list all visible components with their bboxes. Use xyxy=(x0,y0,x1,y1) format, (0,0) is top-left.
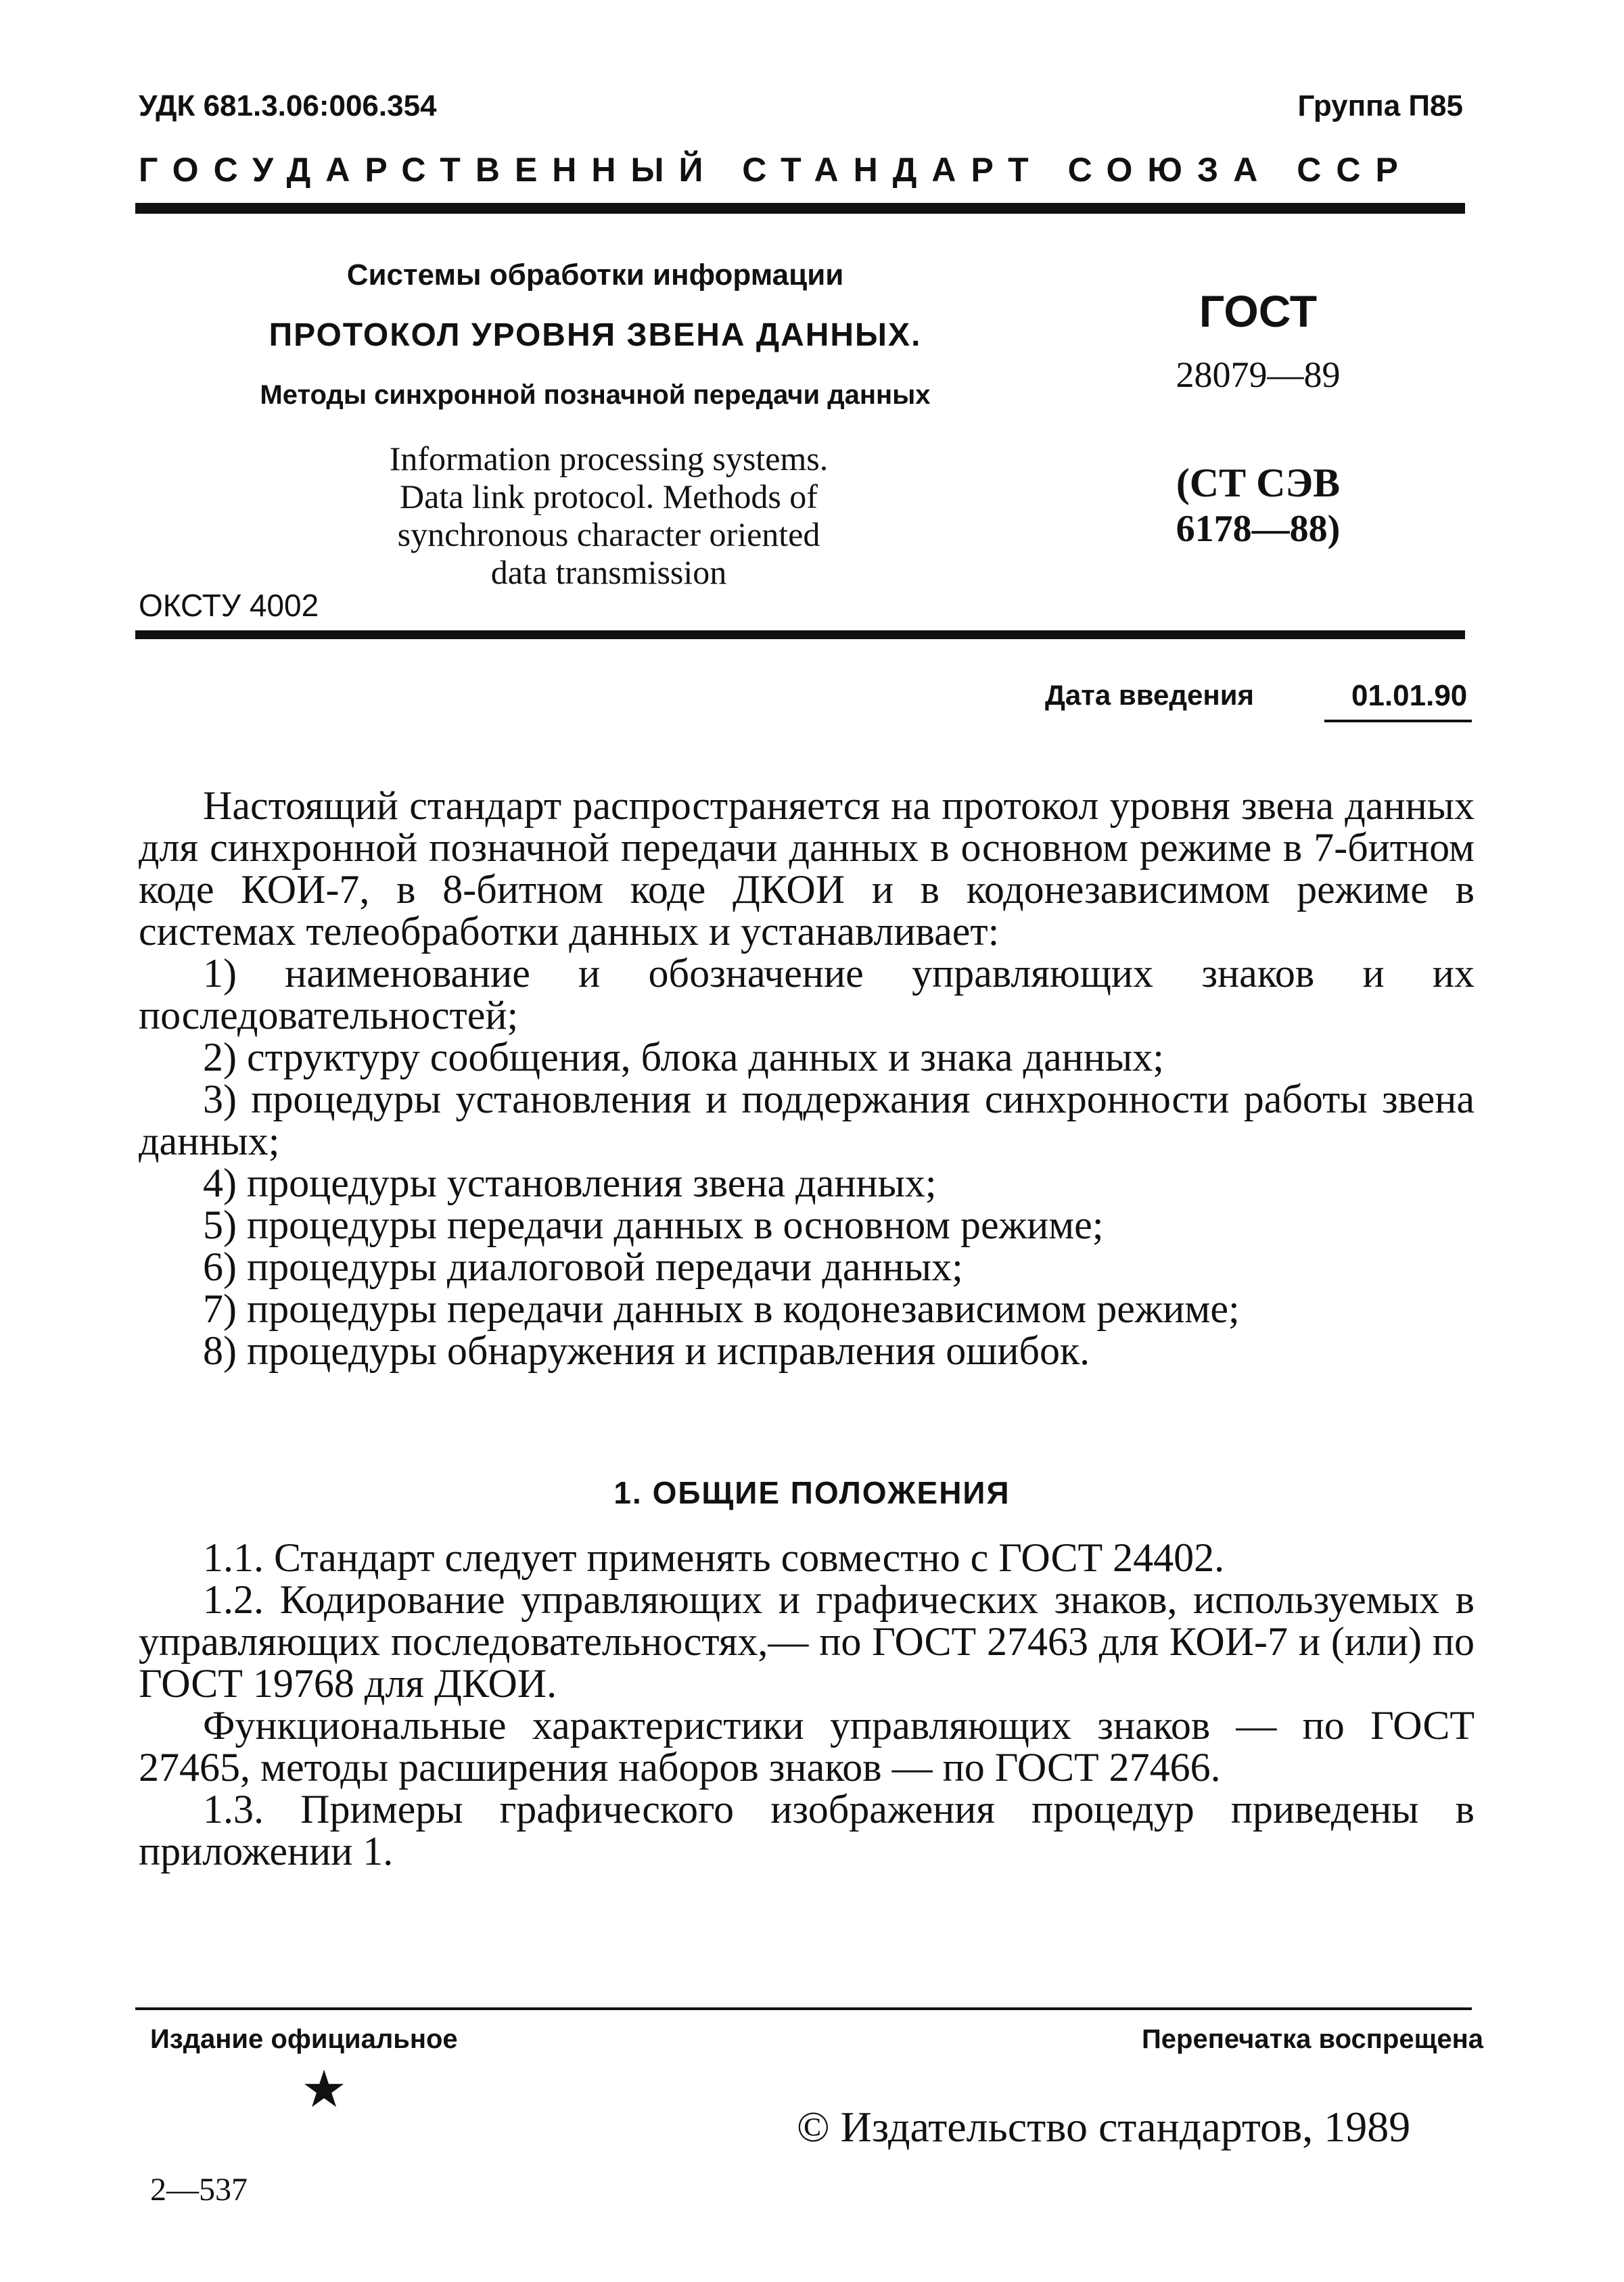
gost-number: 28079—89 xyxy=(1176,354,1341,395)
title-rule xyxy=(135,630,1465,639)
title-line-systems: Системы обработки информации xyxy=(346,258,844,292)
title-line-methods: Методы синхронной позначной передачи данных xyxy=(260,380,931,410)
scope-item: 4) процедуры установления звена данных; xyxy=(203,1161,937,1205)
scope-item: 1) наименование и обозначение управляющих знаков и их последовательностей; xyxy=(139,951,1475,1038)
reprint-prohibited: Перепечатка воспрещена xyxy=(1142,2024,1483,2054)
clause-1-2: 1.2. Кодирование управляющих и графических знаков, используемых в управляющих последовательностях,— по ГОСТ 27463 для КОИ-7 и (или) по ГОСТ 19768 для ДКОИ. xyxy=(139,1577,1475,1706)
english-title-line: data transmission xyxy=(490,553,727,591)
scope-item: 3) процедуры установления и поддержания синхронности работы звена данных; xyxy=(139,1077,1475,1163)
st-sev-label: (СТ СЭВ xyxy=(1176,461,1341,505)
state-standard-banner: ГОСУДАРСТВЕННЫЙ СТАНДАРТ СОЮЗА ССР xyxy=(139,151,1413,189)
title-line-protocol: ПРОТОКОЛ УРОВНЯ ЗВЕНА ДАННЫХ. xyxy=(269,317,922,353)
star-icon: ★ xyxy=(301,2061,348,2118)
header-rule xyxy=(135,203,1465,214)
clause-1-1: 1.1. Стандарт следует применять совместно с ГОСТ 24402. xyxy=(203,1535,1225,1580)
okstu-code: ОКСТУ 4002 xyxy=(139,588,319,623)
english-title xyxy=(331,440,886,591)
scope-item: 5) процедуры передачи данных в основном режиме; xyxy=(203,1203,1104,1247)
english-title-line: Information processing systems. xyxy=(389,440,829,478)
publisher: Издательство стандартов, 1989 xyxy=(840,2103,1411,2151)
intro-date-value: 01.01.90 xyxy=(1351,679,1468,712)
clause-1-3: 1.3. Примеры графического изображения процедур приведены в приложении 1. xyxy=(139,1787,1475,1873)
intro-date-underline xyxy=(1324,720,1472,722)
udk-code: УДК 681.3.06:006.354 xyxy=(139,89,437,122)
scope-item: 7) процедуры передачи данных в кодонезависимом режиме; xyxy=(203,1286,1240,1331)
intro-date-label: Дата введения xyxy=(1045,679,1255,711)
clause-1-2-functional: Функциональные характеристики управляющих знаков — по ГОСТ 27465, методы расширения наборов знаков — по ГОСТ 27466. xyxy=(139,1703,1475,1790)
scope-item: 6) процедуры диалоговой передачи данных; xyxy=(203,1244,963,1289)
scope-paragraph: Настоящий стандарт распространяется на протокол уровня звена данных для синхронной позначной передачи данных в основном режиме в 7-битном коде КОИ-7, в 8-битном коде ДКОИ и в кодонезависимом режиме в системах телеобработки данных и устанавливает: xyxy=(139,783,1475,954)
scope-section xyxy=(139,785,1475,1372)
copyright-icon: © xyxy=(797,2103,830,2151)
copyright-line xyxy=(797,2103,1410,2151)
scope-item: 8) процедуры обнаружения и исправления ошибок. xyxy=(203,1328,1090,1373)
english-title-line: synchronous character oriented xyxy=(397,515,820,553)
section-heading: 1. ОБЩИЕ ПОЛОЖЕНИЯ xyxy=(613,1475,1011,1510)
english-title-line: Data link protocol. Methods of xyxy=(400,478,818,515)
page-code: 2—537 xyxy=(150,2172,248,2208)
st-sev-number: 6178—88) xyxy=(1176,508,1341,550)
official-edition: Издание официальное xyxy=(150,2024,458,2054)
group-code: Группа П85 xyxy=(1297,89,1463,122)
footer-rule xyxy=(135,2007,1472,2010)
gost-label: ГОСТ xyxy=(1199,286,1318,336)
scope-item: 2) структуру сообщения, блока данных и знака данных; xyxy=(203,1035,1164,1079)
section-1-body xyxy=(139,1537,1475,1872)
